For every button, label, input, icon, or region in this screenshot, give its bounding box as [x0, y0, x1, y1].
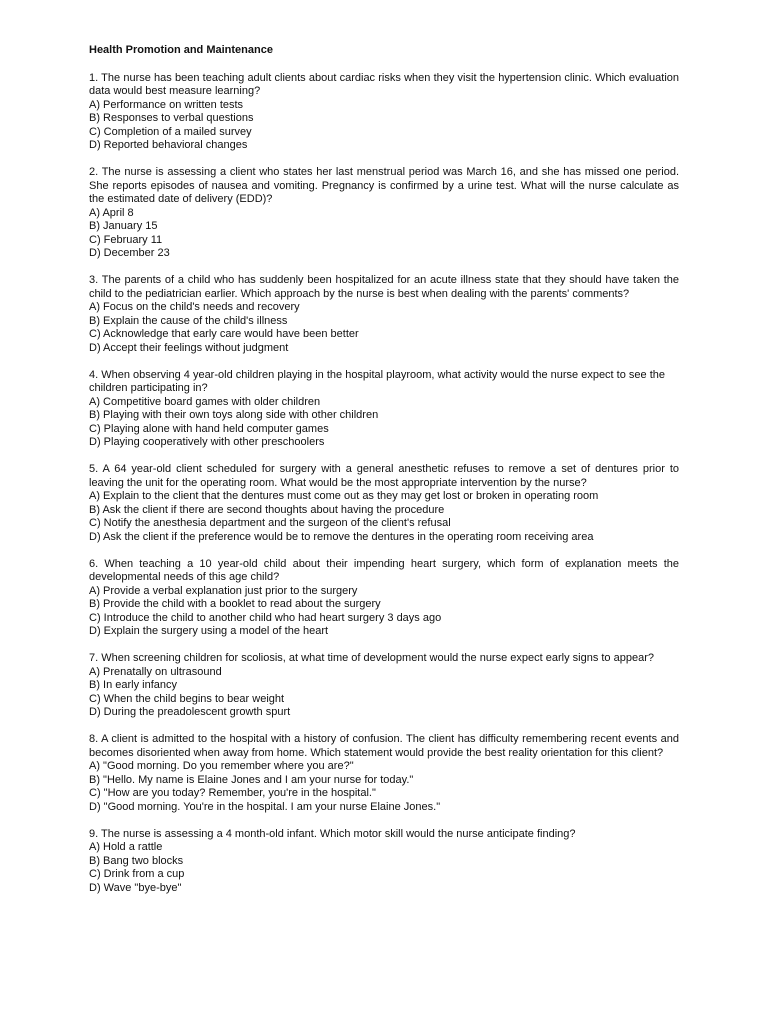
- answer-option: A) Provide a verbal explanation just prior to the surgery: [89, 584, 358, 597]
- answer-option: D) Accept their feelings without judgment: [89, 341, 289, 354]
- answer-option: B) Bang two blocks: [89, 854, 184, 867]
- answer-option: D) Ask the client if the preference would be to remove the dentures in the operating room receiving area: [89, 530, 594, 543]
- answer-option: C) February 11: [89, 233, 163, 246]
- question-stem: 8. A client is admitted to the hospital with a history of confusion. The client has difficulty remembering recent events and becomes disoriented when away from home. Which statement would provide the best reality orientation for this client?: [89, 733, 679, 759]
- question-block: [89, 828, 679, 896]
- answer-option: B) In early infancy: [89, 679, 178, 691]
- question-block: [89, 463, 679, 544]
- answer-option: C) Acknowledge that early care would have been better: [89, 328, 359, 340]
- question-stem: 1. The nurse has been teaching adult clients about cardiac risks when they visit the hypertension clinic. Which evaluation data would best measure learning?: [89, 71, 679, 97]
- answer-option: D) Reported behavioral changes: [89, 139, 248, 151]
- question-stem: 9. The nurse is assessing a 4 month-old infant. Which motor skill would the nurse anticipate finding?: [89, 827, 576, 840]
- answer-option: A) Performance on written tests: [89, 98, 244, 111]
- question-stem: 6. When teaching a 10 year-old child about their impending heart surgery, which form of explanation meets the developmental needs of this age child?: [89, 557, 679, 583]
- answer-option: D) "Good morning. You're in the hospital. I am your nurse Elaine Jones.": [89, 800, 441, 813]
- answer-option: C) When the child begins to bear weight: [89, 692, 285, 705]
- answer-option: C) Introduce the child to another child who had heart surgery 3 days ago: [89, 611, 442, 624]
- answer-option: B) "Hello. My name is Elaine Jones and I am your nurse for today.": [89, 773, 414, 786]
- question-block: [89, 274, 679, 355]
- answer-option: A) Competitive board games with older children: [89, 395, 321, 408]
- answer-option: A) "Good morning. Do you remember where you are?": [89, 760, 354, 772]
- answer-option: C) Completion of a mailed survey: [89, 125, 252, 138]
- answer-option: B) January 15: [89, 220, 158, 232]
- question-stem: 2. The nurse is assessing a client who states her last menstrual period was March 16, and she has missed one period. She reports episodes of nausea and vomiting. Pregnancy is confirmed by a urine test. What will the nurse calculate as the estimated date of delivery (EDD)?: [89, 166, 679, 205]
- answer-option: D) Playing cooperatively with other preschoolers: [89, 436, 325, 448]
- answer-option: B) Ask the client if there are second thoughts about having the procedure: [89, 503, 445, 516]
- answer-option: D) During the preadolescent growth spurt: [89, 706, 291, 718]
- question-stem: 5. A 64 year-old client scheduled for surgery with a general anesthetic refuses to remove a set of dentures prior to leaving the unit for the operating room. What would be the most appropriate intervention by the nurse?: [89, 463, 679, 489]
- question-list: [89, 72, 679, 896]
- question-block: [89, 652, 679, 720]
- question-block: [89, 558, 679, 639]
- answer-option: A) Focus on the child's needs and recovery: [89, 301, 300, 313]
- question-block: [89, 166, 679, 261]
- answer-option: C) Drink from a cup: [89, 868, 185, 880]
- question-block: [89, 72, 679, 153]
- answer-option: A) April 8: [89, 206, 134, 219]
- question-stem: 4. When observing 4 year-old children playing in the hospital playroom, what activity would the nurse expect to see the children participating in?: [89, 368, 665, 394]
- answer-option: D) Explain the surgery using a model of the heart: [89, 625, 329, 637]
- answer-option: C) Playing alone with hand held computer games: [89, 422, 329, 435]
- answer-option: C) Notify the anesthesia department and the surgeon of the client's refusal: [89, 517, 451, 529]
- question-block: [89, 369, 679, 450]
- answer-option: A) Prenatally on ultrasound: [89, 665, 222, 678]
- answer-option: B) Playing with their own toys along side with other children: [89, 409, 379, 421]
- answer-option: A) Explain to the client that the dentures must come out as they may get lost or broken in operating room: [89, 490, 599, 502]
- answer-option: A) Hold a rattle: [89, 841, 163, 853]
- answer-option: D) Wave "bye-bye": [89, 881, 182, 894]
- answer-option: D) December 23: [89, 247, 170, 259]
- answer-option: C) "How are you today? Remember, you're in the hospital.": [89, 787, 376, 799]
- question-block: [89, 733, 679, 814]
- question-stem: 3. The parents of a child who has suddenly been hospitalized for an acute illness state that they should have taken the child to the pediatrician earlier. Which approach by the nurse is best when dealing with the parents' comments?: [89, 274, 679, 300]
- question-stem: 7. When screening children for scoliosis, at what time of development would the nurse expect early signs to appear?: [89, 652, 654, 664]
- answer-option: B) Explain the cause of the child's illness: [89, 314, 288, 327]
- answer-option: B) Responses to verbal questions: [89, 112, 254, 124]
- document-title: Health Promotion and Maintenance: [89, 44, 273, 56]
- answer-option: B) Provide the child with a booklet to read about the surgery: [89, 598, 381, 610]
